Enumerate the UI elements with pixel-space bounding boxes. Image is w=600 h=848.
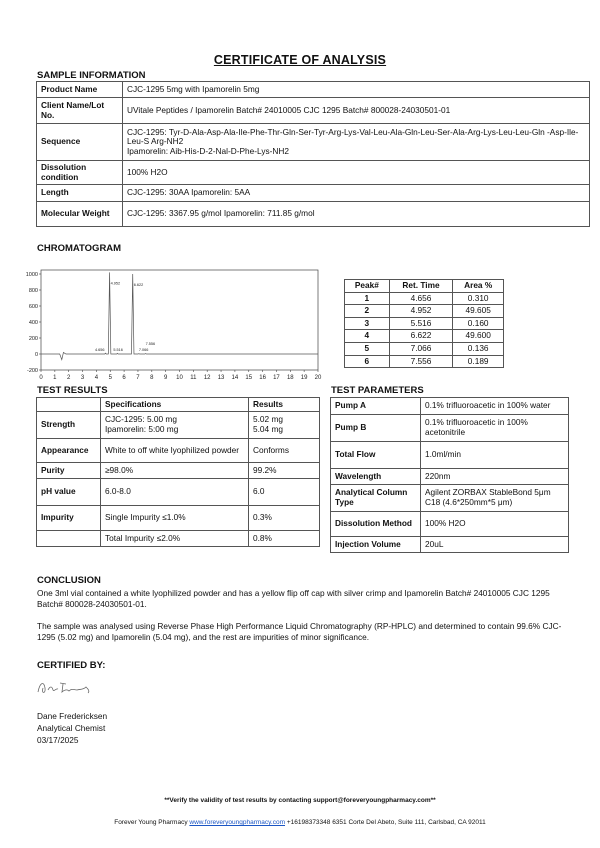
test-results-heading: TEST RESULTS (37, 385, 108, 396)
company-name: Forever Young Pharmacy (114, 819, 188, 826)
x-tick-label: 14 (231, 375, 239, 381)
sequence-ipamorelin: Ipamorelin: Aib-His-D-2-Nal-D-Phe-Lys-NH2 (127, 145, 289, 156)
table-row (37, 82, 590, 98)
mw-label: Molecular Weight (37, 202, 123, 227)
peak-label: 5.516 (113, 348, 123, 352)
y-tick-label: 600 (28, 304, 38, 310)
appearance-result: Conforms (249, 439, 320, 463)
conclusion-para-2: The sample was analysed using Reverse Phase High Performance Liquid Chromatography (RP-HPLC) and determined to contain 99.6% CJC-1295 (5.02 mg) and Ipamorelin (5.04 mg), and the rest are impurities of minor significance. (37, 621, 562, 642)
column-type-label: Analytical Column Type (331, 485, 421, 512)
injection-volume-label: Injection Volume (331, 537, 421, 553)
rt-col-header: Ret. Time (389, 280, 453, 293)
x-tick-label: 19 (300, 375, 308, 381)
pump-a-value: 0.1% trifluoroacetic in 100% water (421, 398, 569, 415)
table-row (331, 469, 569, 485)
area-percent: 49.600 (453, 330, 504, 343)
impurity-blank (37, 531, 101, 547)
retention-time: 5.516 (389, 317, 453, 330)
total-impurity-spec: Total Impurity ≤2.0% (101, 531, 249, 547)
certifier-role: Analytical Chemist (37, 723, 106, 733)
dissolution-label: Dissolution condition (37, 161, 123, 185)
x-tick-label: 13 (217, 375, 225, 381)
table-row (37, 202, 590, 227)
peak-number: 4 (345, 330, 390, 343)
product-name-label: Product Name (37, 82, 123, 98)
mw-value: CJC-1295: 3367.95 g/mol Ipamorelin: 711.85 g/mol (123, 202, 590, 227)
x-tick-label: 4 (94, 375, 99, 381)
strength-spec-cjc: CJC-1295: 5.00 mg (105, 414, 177, 425)
y-tick-label: 800 (28, 288, 38, 294)
ph-label: pH value (37, 479, 101, 506)
table-row (345, 330, 504, 343)
table-row (37, 124, 590, 161)
retention-time: 6.622 (389, 330, 453, 343)
dissolution-method-value: 100% H2O (421, 512, 569, 537)
x-tick-label: 2 (67, 375, 71, 381)
table-row (37, 531, 320, 547)
appearance-label: Appearance (37, 439, 101, 463)
x-tick-label: 3 (80, 375, 85, 381)
sample-info-table (36, 81, 590, 227)
dissolution-value: 100% H2O (123, 161, 590, 185)
x-tick-label: 9 (163, 375, 168, 381)
table-row (331, 442, 569, 469)
x-tick-label: 0 (39, 375, 43, 381)
wavelength-value: 220nm (421, 469, 569, 485)
chromatogram-chart (18, 262, 328, 388)
peak-number: 5 (345, 342, 390, 355)
area-percent: 0.189 (453, 355, 504, 368)
table-row (345, 342, 504, 355)
peak-table-header (345, 280, 504, 293)
table-row (331, 415, 569, 442)
table-row (37, 185, 590, 202)
single-impurity-result: 0.3% (249, 506, 320, 531)
y-tick-label: 1000 (25, 272, 38, 278)
y-tick-label: 200 (28, 336, 38, 342)
purity-result: 99.2% (249, 463, 320, 479)
peak-label: 4.952 (110, 281, 121, 286)
peak-number: 3 (345, 317, 390, 330)
test-params-table (330, 397, 569, 553)
length-label: Length (37, 185, 123, 202)
table-row (37, 463, 320, 479)
total-flow-label: Total Flow (331, 442, 421, 469)
peak-col-header: Peak# (345, 280, 390, 293)
x-tick-label: 7 (136, 375, 140, 381)
area-percent: 0.160 (453, 317, 504, 330)
column-type-value: Agilent ZORBAX StableBond 5μm C18 (4.6*250mm*5 μm) (421, 485, 569, 512)
total-impurity-result: 0.8% (249, 531, 320, 547)
x-tick-label: 15 (245, 375, 253, 381)
x-tick-label: 12 (203, 375, 211, 381)
table-row (37, 161, 590, 185)
table-row (37, 506, 320, 531)
purity-label: Purity (37, 463, 101, 479)
x-tick-label: 17 (273, 375, 280, 381)
table-row (331, 398, 569, 415)
strength-label: Strength (37, 412, 101, 439)
strength-spec-ipa: Ipamorelin: 5:00 mg (105, 424, 179, 434)
peak-table (344, 279, 504, 368)
document-title: CERTIFICATE OF ANALYSIS (213, 53, 387, 67)
x-tick-label: 16 (259, 375, 266, 381)
area-percent: 49.605 (453, 305, 504, 318)
x-tick-label: 20 (314, 375, 322, 381)
peak-label: 7.066 (138, 348, 149, 352)
table-row (37, 479, 320, 506)
ph-spec: 6.0-8.0 (101, 479, 249, 506)
x-tick-label: 5 (108, 375, 112, 381)
peak-number: 6 (345, 355, 390, 368)
length-value: CJC-1295: 30AA Ipamorelin: 5AA (123, 185, 590, 202)
strength-result (249, 412, 320, 439)
chromatogram-heading: CHROMATOGRAM (37, 243, 122, 254)
results-blank-header (37, 398, 101, 412)
product-name-value: CJC-1295 5mg with Ipamorelin 5mg (123, 82, 590, 98)
total-flow-value: 1.0ml/min (421, 442, 569, 469)
x-tick-label: 1 (53, 375, 57, 381)
x-tick-label: 10 (176, 375, 183, 381)
conclusion-para-1: One 3ml vial contained a white lyophilized powder and has a yellow flip off cap with silver crimp and Ipamorelin Batch# 24010005 CJC 1295 Batch# 800028-24030501-01. (37, 588, 550, 609)
area-percent: 0.136 (453, 342, 504, 355)
pump-b-value: 0.1% trifluoroacetic in 100% acetonitrile (421, 415, 569, 442)
peak-number: 2 (345, 305, 390, 318)
area-col-header: Area % (453, 280, 504, 293)
y-tick-label: -200 (26, 368, 38, 374)
table-row (37, 398, 320, 412)
certified-date: 03/17/2025 (37, 735, 79, 745)
strength-result-cjc: 5.02 mg (253, 414, 283, 425)
company-contact: +16198373348 6351 Corte Del Abeto, Suite 111, Carlsbad, CA 92011 (286, 819, 486, 826)
test-params-heading: TEST PARAMETERS (331, 385, 424, 396)
impurity-label: Impurity (37, 506, 101, 531)
table-row (345, 355, 504, 368)
retention-time: 7.556 (389, 355, 453, 368)
results-header: Results (249, 398, 320, 412)
ph-result: 6.0 (249, 479, 320, 506)
table-row (331, 512, 569, 537)
sample-info-heading: SAMPLE INFORMATION (37, 70, 146, 81)
wavelength-label: Wavelength (331, 469, 421, 485)
single-impurity-spec: Single Impurity ≤1.0% (101, 506, 249, 531)
retention-time: 7.066 (389, 342, 453, 355)
appearance-spec: White to off white lyophilized powder (101, 439, 249, 463)
table-row (345, 305, 504, 318)
table-row (37, 412, 320, 439)
peak-label: 4.656 (94, 348, 105, 352)
x-tick-label: 6 (122, 375, 126, 381)
y-tick-label: 0 (34, 352, 38, 358)
peak-number: 1 (345, 292, 390, 305)
sequence-cjc: CJC-1295: Tyr-D-Ala-Asp-Ala-Ile-Phe-Thr-Gln-Ser-Tyr-Arg-Lys-Val-Leu-Ala-Gln-Leu-Ser-Ala-Arg-Lys-Leu-Leu-Gln -Asp-Ile-Leu-S Arg-NH2 (127, 126, 579, 147)
plot-frame (41, 270, 318, 370)
x-tick-label: 18 (286, 375, 294, 381)
peak-label: 7.556 (145, 342, 156, 346)
retention-time: 4.952 (389, 305, 453, 318)
specifications-header: Specifications (101, 398, 249, 412)
pump-a-label: Pump A (331, 398, 421, 415)
x-tick-label: 11 (190, 375, 197, 381)
footer-line (0, 819, 600, 826)
sequence-label: Sequence (37, 124, 123, 161)
pump-b-label: Pump B (331, 415, 421, 442)
signature (36, 678, 94, 698)
table-row (345, 292, 504, 305)
website-link[interactable]: www.foreveryoungpharmacy.com (189, 819, 286, 826)
certifier-name: Dane Fredericksen (37, 711, 108, 721)
strength-result-ipa: 5.04 mg (253, 424, 283, 434)
injection-volume-value: 20uL (421, 537, 569, 553)
client-lot-label: Client Name/Lot No. (37, 98, 123, 124)
purity-spec: ≥98.0% (101, 463, 249, 479)
sequence-value (123, 124, 590, 161)
test-results-table (36, 397, 320, 547)
client-lot-value: UVitale Peptides / Ipamorelin Batch# 24010005 CJC 1295 Batch# 800028-24030501-01 (123, 98, 590, 124)
y-tick-label: 400 (28, 320, 38, 326)
peak-label: 6.622 (133, 283, 144, 287)
retention-time: 4.656 (389, 292, 453, 305)
verify-note: **Verify the validity of test results by contacting support@foreveryoungpharmacy.com** (164, 797, 436, 804)
certified-heading: CERTIFIED BY: (37, 660, 106, 671)
table-row (37, 98, 590, 124)
table-row (37, 439, 320, 463)
dissolution-method-label: Dissolution Method (331, 512, 421, 537)
table-row (331, 537, 569, 553)
strength-spec (101, 412, 249, 439)
table-row (345, 317, 504, 330)
table-row (331, 485, 569, 512)
x-tick-label: 8 (150, 375, 154, 381)
area-percent: 0.310 (453, 292, 504, 305)
conclusion-heading: CONCLUSION (37, 575, 101, 586)
chromatogram-trace (41, 272, 318, 359)
